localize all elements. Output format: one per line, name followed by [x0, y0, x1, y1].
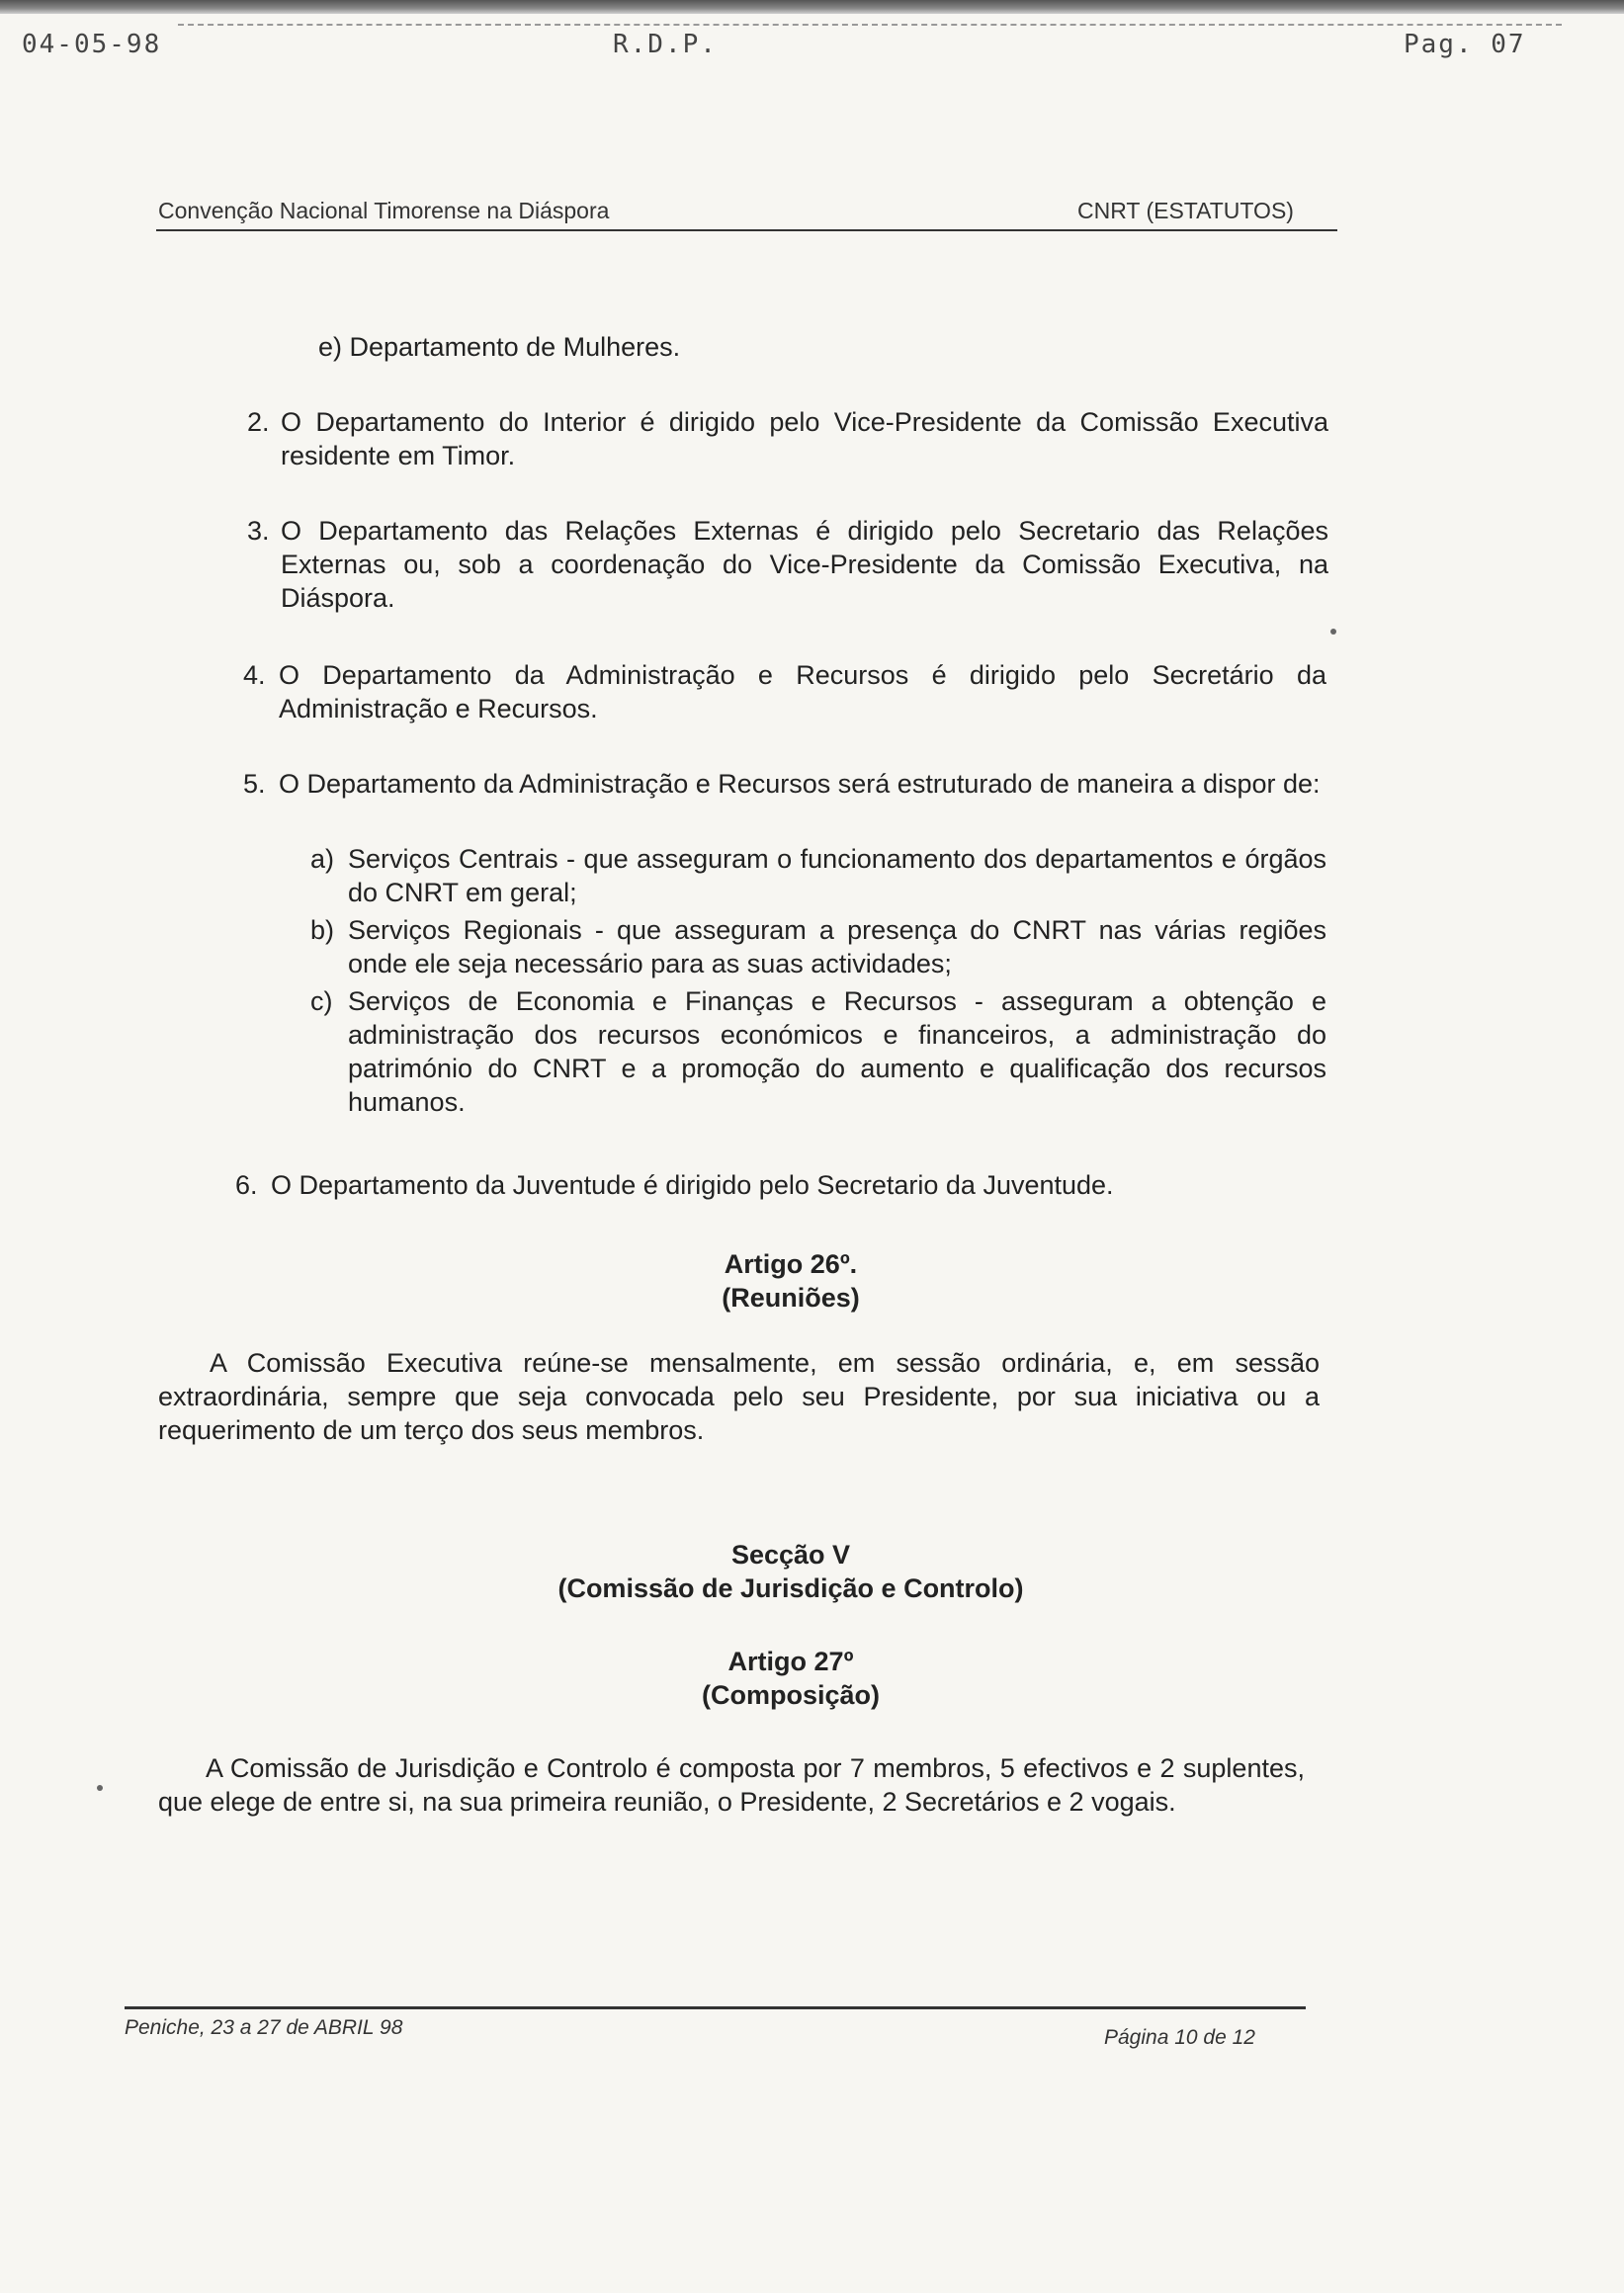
para-4: O Departamento da Administração e Recursos é dirigido pelo Secretário da Administração e Recursos.	[279, 660, 1326, 723]
item-5c-label: c)	[310, 986, 333, 1016]
para-3-number: 3.	[247, 516, 270, 546]
running-header-right: CNRT (ESTATUTOS)	[1077, 198, 1294, 223]
item-5b: Serviços Regionais - que asseguram a presença do CNRT nas várias regiões onde ele seja necessário para as suas actividades;	[348, 915, 1326, 978]
fax-scan-bar	[0, 0, 1624, 14]
section-5-subtitle: (Comissão de Jurisdição e Controlo)	[557, 1573, 1024, 1603]
para-2: O Departamento do Interior é dirigido pelo Vice-Presidente da Comissão Executiva residente em Timor.	[281, 407, 1328, 470]
item-5b-label: b)	[310, 915, 335, 945]
para-2-number: 2.	[247, 407, 270, 437]
fax-date: 04-05-98	[22, 30, 162, 59]
article-26-title: Artigo 26º.	[724, 1249, 858, 1279]
fax-page-number: Pag. 07	[1404, 30, 1526, 59]
article-27-subtitle: (Composição)	[701, 1680, 880, 1710]
scan-speck	[97, 1785, 103, 1791]
para-4-number: 4.	[243, 660, 266, 690]
para-3: O Departamento das Relações Externas é dirigido pelo Secretario das Relações Externas ou, sob a coordenação do Vice-Presidente da Comissão Executiva, na Diáspora.	[281, 516, 1328, 613]
para-5-number: 5.	[243, 769, 266, 799]
para-6: O Departamento da Juventude é dirigido pelo Secretario da Juventude.	[271, 1170, 1114, 1200]
scan-speck	[1330, 629, 1336, 635]
running-header-left: Convenção Nacional Timorense na Diáspora	[158, 198, 610, 223]
footer-rule	[125, 2006, 1306, 2009]
para-6-number: 6.	[235, 1170, 258, 1200]
item-e: e) Departamento de Mulheres.	[318, 332, 681, 362]
footer-left: Peniche, 23 a 27 de ABRIL 98	[125, 2016, 403, 2039]
article-26-subtitle: (Reuniões)	[722, 1283, 860, 1313]
item-5c: Serviços de Economia e Finanças e Recursos - asseguram a obtenção e administração dos recursos económicos e financeiros, a administração do património do CNRT e a promoção do aumento e qualificação dos recursos humanos.	[348, 986, 1326, 1117]
article-27-title: Artigo 27º	[727, 1647, 854, 1676]
item-5a-label: a)	[310, 844, 335, 874]
article-27-text: A Comissão de Jurisdição e Controlo é composta por 7 membros, 5 efectivos e 2 suplentes, que elege de entre si, na sua primeira reunião, o Presidente, 2 Secretários e 2 vogais.	[158, 1753, 1305, 1817]
section-5-title: Secção V	[730, 1540, 851, 1570]
article-26-text: A Comissão Executiva reúne-se mensalmente, em sessão ordinária, e, em sessão extraordinária, sempre que seja convocada pelo seu Presidente, por sua iniciativa ou a requerimento de um terço dos seus membros.	[158, 1348, 1320, 1445]
footer-right: Página 10 de 12	[1104, 2026, 1255, 2049]
para-5: O Departamento da Administração e Recursos será estruturado de maneira a dispor de:	[279, 769, 1321, 799]
header-rule	[156, 229, 1337, 231]
item-5a: Serviços Centrais - que asseguram o funcionamento dos departamentos e órgãos do CNRT em geral;	[348, 844, 1326, 907]
fax-sender: R.D.P.	[613, 30, 718, 59]
fax-dashed-rule	[178, 24, 1562, 26]
